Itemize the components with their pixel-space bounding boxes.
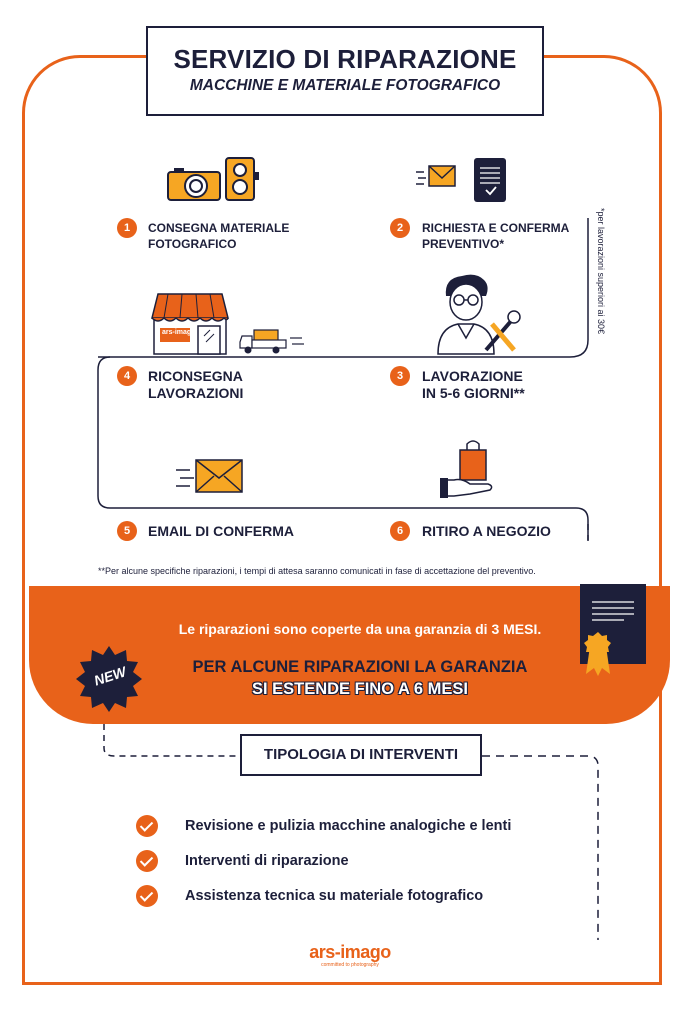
step-4-label — [148, 368, 243, 402]
step-3-label — [422, 368, 525, 402]
interventions-title: TIPOLOGIA DI INTERVENTI — [240, 734, 482, 776]
list-item — [136, 815, 511, 837]
warranty-line-3: SI ESTENDE FINO A 6 MESI — [251, 680, 469, 698]
list-item — [136, 850, 349, 872]
footnote: **Per alcune specifiche riparazioni, i tempi di attesa saranno comunicati in fase di accettazione del preventivo. — [98, 566, 536, 576]
logo — [300, 943, 400, 968]
warranty-line-2: PER ALCUNE RIPARAZIONI LA GARANZIA — [192, 658, 528, 676]
shop-sign: ars-imago — [162, 329, 196, 336]
list-item — [136, 885, 483, 907]
step-4-number: 4 — [117, 366, 137, 386]
step-1-label: CONSEGNA MATERIALE FOTOGRAFICO — [148, 221, 290, 251]
step-3-number: 3 — [390, 366, 410, 386]
check-icon — [136, 885, 158, 907]
step-6-label: RITIRO A NEGOZIO — [422, 523, 551, 539]
document-icon — [416, 156, 508, 204]
step-1-number: 1 — [117, 218, 137, 238]
step-5-number: 5 — [117, 521, 137, 541]
certificate-icon — [578, 584, 648, 684]
step-4-label-line-1: RICONSEGNA — [148, 368, 243, 384]
check-icon — [136, 815, 158, 837]
warranty-line-1: Le riparazioni sono coperte da una garanzia di 3 MESI. — [178, 621, 542, 637]
shopping-bag-icon — [440, 438, 500, 500]
page-title: SERVIZIO DI RIPARAZIONE — [173, 44, 517, 74]
list-item-label: Revisione e pulizia macchine analogiche e lenti — [185, 818, 512, 834]
list-item-label: Interventi di riparazione — [185, 853, 349, 869]
check-icon — [136, 850, 158, 872]
step-5-label: EMAIL DI CONFERMA — [148, 523, 294, 539]
envelope-icon — [176, 456, 246, 496]
logo-tagline: committed to photography — [321, 962, 379, 968]
step-3-label-line-1: LAVORAZIONE — [422, 368, 523, 384]
list-item-label: Assistenza tecnica su materiale fotografico — [185, 888, 484, 904]
page-subtitle: MACCHINE E MATERIALE FOTOGRAFICO — [189, 77, 501, 94]
step-3-label-line-2: IN 5-6 GIORNI** — [422, 385, 525, 401]
camera-icon — [166, 154, 261, 202]
step-4-label-line-2: LAVORAZIONI — [148, 385, 244, 401]
shop-icon — [150, 290, 305, 356]
step-6-number: 6 — [390, 521, 410, 541]
new-badge-label: NEW — [91, 663, 129, 689]
technician-icon — [436, 272, 522, 356]
side-note: *per lavorazioni superiori ai 30€ — [596, 208, 606, 335]
logo-name: ars-imago — [309, 942, 391, 962]
step-2-label: RICHIESTA E CONFERMA PREVENTIVO* — [422, 221, 569, 251]
step-2-number: 2 — [390, 218, 410, 238]
title-box — [146, 26, 544, 116]
